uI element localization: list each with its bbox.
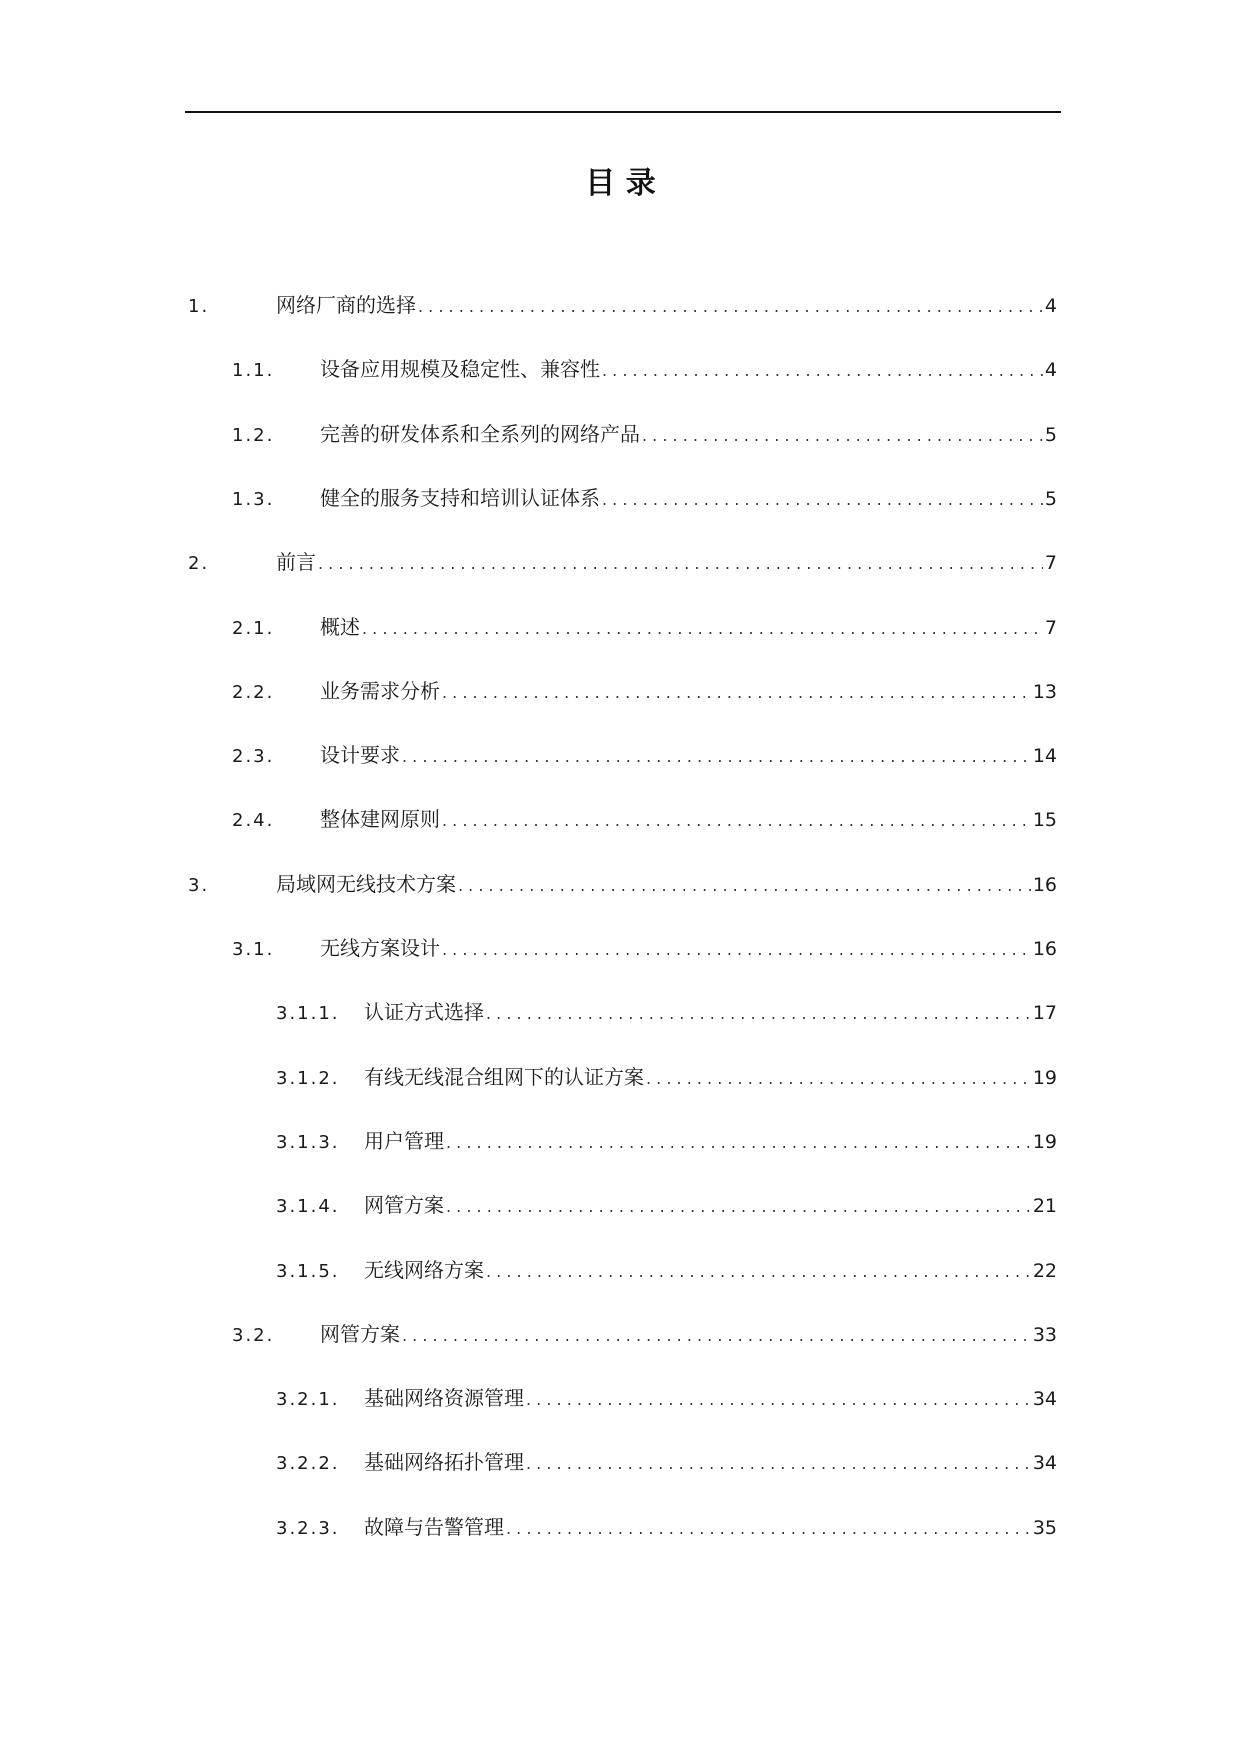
- toc-entry-page-number: 19: [1032, 1130, 1057, 1153]
- toc-entry-number: 3.2.1.: [276, 1389, 340, 1411]
- toc-dot-leader: [506, 1514, 1031, 1544]
- toc-entry-number: 3.2.3.: [276, 1517, 340, 1539]
- toc-entry-number: 3.1.2.: [276, 1067, 340, 1089]
- toc-entry-title[interactable]: 设备应用规模及稳定性、兼容性: [320, 357, 600, 382]
- toc-entry-page-number: 7: [1044, 552, 1057, 575]
- toc-entry[interactable]: [276, 1447, 1057, 1477]
- toc-entry-page-number: 4: [1044, 359, 1057, 382]
- toc-entry-title[interactable]: 认证方式选择: [364, 1000, 484, 1025]
- toc-entry-title[interactable]: 基础网络拓扑管理: [364, 1450, 524, 1475]
- toc-entry-page-number: 4: [1044, 295, 1057, 317]
- toc-entry-title[interactable]: 网管方案: [320, 1321, 400, 1346]
- toc-dot-leader: [602, 356, 1043, 386]
- toc-entry-page-number: 34: [1032, 1388, 1057, 1411]
- toc-entry-number: 1.2.: [232, 424, 275, 446]
- toc-entry[interactable]: [232, 419, 1057, 449]
- toc-dot-leader: [402, 1321, 1031, 1351]
- toc-entry[interactable]: [276, 1512, 1057, 1542]
- toc-entry-number: 1.: [188, 296, 210, 317]
- toc-entry-number: 3.2.2.: [276, 1453, 340, 1475]
- toc-entry-page-number: 35: [1032, 1516, 1057, 1539]
- toc-entry[interactable]: [232, 804, 1057, 834]
- toc-entry-page-number: 34: [1032, 1452, 1057, 1475]
- toc-entry-number: 3.2.: [232, 1324, 275, 1346]
- toc-dot-leader: [526, 1385, 1031, 1415]
- toc-dot-leader: [446, 1192, 1031, 1222]
- toc-entry-page-number: 7: [1044, 616, 1057, 639]
- toc-entry-page-number: 17: [1032, 1002, 1057, 1025]
- toc-dot-leader: [526, 1449, 1031, 1479]
- toc-entry-title[interactable]: 网络厂商的选择: [276, 293, 416, 317]
- toc-entry-number: 2.: [188, 553, 210, 575]
- toc-entry[interactable]: [188, 869, 1057, 899]
- toc-entry[interactable]: [276, 1383, 1057, 1413]
- header-rule: [185, 111, 1061, 113]
- toc-entry-page-number: 33: [1032, 1323, 1057, 1346]
- toc-entry-title[interactable]: 故障与告警管理: [364, 1514, 504, 1539]
- toc-entry-title[interactable]: 业务需求分析: [320, 678, 440, 703]
- toc-entry-number: 2.2.: [232, 681, 275, 703]
- toc-entry-title[interactable]: 网管方案: [364, 1193, 444, 1218]
- toc-entry-page-number: 16: [1032, 873, 1057, 896]
- toc-entry-number: 3.1.3.: [276, 1131, 340, 1153]
- toc-entry-page-number: 15: [1032, 809, 1057, 832]
- toc-dot-leader: [362, 614, 1043, 644]
- toc-entry-page-number: 5: [1044, 487, 1057, 510]
- toc-entry-page-number: 22: [1032, 1259, 1057, 1282]
- toc-dot-leader: [642, 421, 1043, 451]
- toc-entry-number: 3.1.1.: [276, 1003, 340, 1025]
- toc-dot-leader: [442, 678, 1031, 708]
- toc-entry[interactable]: [232, 612, 1057, 642]
- toc-entry-number: 1.1.: [232, 360, 275, 382]
- toc-entry-title[interactable]: 用户管理: [364, 1128, 444, 1153]
- toc-entry-title[interactable]: 无线方案设计: [320, 936, 440, 960]
- toc-entry-number: 1.3.: [232, 488, 275, 510]
- toc-dot-leader: [446, 1128, 1031, 1158]
- toc-entry-page-number: 19: [1032, 1066, 1057, 1089]
- toc-entry[interactable]: [276, 1190, 1057, 1220]
- toc-entry[interactable]: [232, 676, 1057, 706]
- toc-dot-leader: [442, 806, 1031, 836]
- toc-dot-leader: [318, 549, 1043, 579]
- toc-dot-leader: [458, 871, 1031, 901]
- toc-dot-leader: [442, 935, 1031, 965]
- toc-entry[interactable]: [232, 483, 1057, 513]
- toc-dot-leader: [402, 742, 1031, 772]
- toc-entry-page-number: 5: [1044, 423, 1057, 446]
- toc-entry[interactable]: [188, 547, 1057, 577]
- toc-entry-title[interactable]: 无线网络方案: [364, 1257, 484, 1282]
- toc-entry[interactable]: [276, 1255, 1057, 1285]
- toc-entry-title[interactable]: 健全的服务支持和培训认证体系: [320, 485, 600, 510]
- toc-entry-number: 3.1.4.: [276, 1196, 340, 1218]
- toc-entry[interactable]: [276, 1126, 1057, 1156]
- toc-entry-title[interactable]: 整体建网原则: [320, 807, 440, 832]
- toc-entry-page-number: 16: [1032, 938, 1057, 960]
- toc-entry-title[interactable]: 概述: [320, 614, 360, 639]
- toc-entry-title[interactable]: 设计要求: [320, 743, 400, 768]
- toc-entry[interactable]: [232, 740, 1057, 770]
- toc-entry-title[interactable]: 前言: [276, 550, 316, 575]
- toc-entry-number: 3.1.: [232, 939, 275, 960]
- toc-entry-number: 2.3.: [232, 746, 275, 768]
- toc-entry-title[interactable]: 完善的研发体系和全系列的网络产品: [320, 421, 640, 446]
- toc-entry-number: 3.1.5.: [276, 1260, 340, 1282]
- toc-dot-leader: [418, 292, 1043, 322]
- toc-entry[interactable]: [188, 290, 1057, 320]
- toc-dot-leader: [486, 1257, 1031, 1287]
- toc-title: 目 录: [585, 166, 656, 201]
- toc-entry-number: 2.1.: [232, 617, 275, 639]
- toc-dot-leader: [486, 999, 1031, 1029]
- toc-entry-page-number: 13: [1032, 680, 1057, 703]
- toc-entry[interactable]: [232, 933, 1057, 963]
- toc-entry-title[interactable]: 基础网络资源管理: [364, 1386, 524, 1411]
- toc-dot-leader: [602, 485, 1043, 515]
- toc-entry-title[interactable]: 局域网无线技术方案: [276, 871, 456, 896]
- toc-entry-page-number: 21: [1032, 1195, 1057, 1218]
- toc-entry-title[interactable]: 有线无线混合组网下的认证方案: [364, 1064, 644, 1089]
- toc-entry[interactable]: [276, 1062, 1057, 1092]
- toc-entry-page-number: 14: [1032, 745, 1057, 768]
- toc-dot-leader: [646, 1064, 1031, 1094]
- toc-entry[interactable]: [232, 354, 1057, 384]
- toc-entry[interactable]: [276, 997, 1057, 1027]
- toc-entry-number: 3.: [188, 874, 210, 896]
- toc-entry-number: 2.4.: [232, 810, 275, 832]
- toc-entry[interactable]: [232, 1319, 1057, 1349]
